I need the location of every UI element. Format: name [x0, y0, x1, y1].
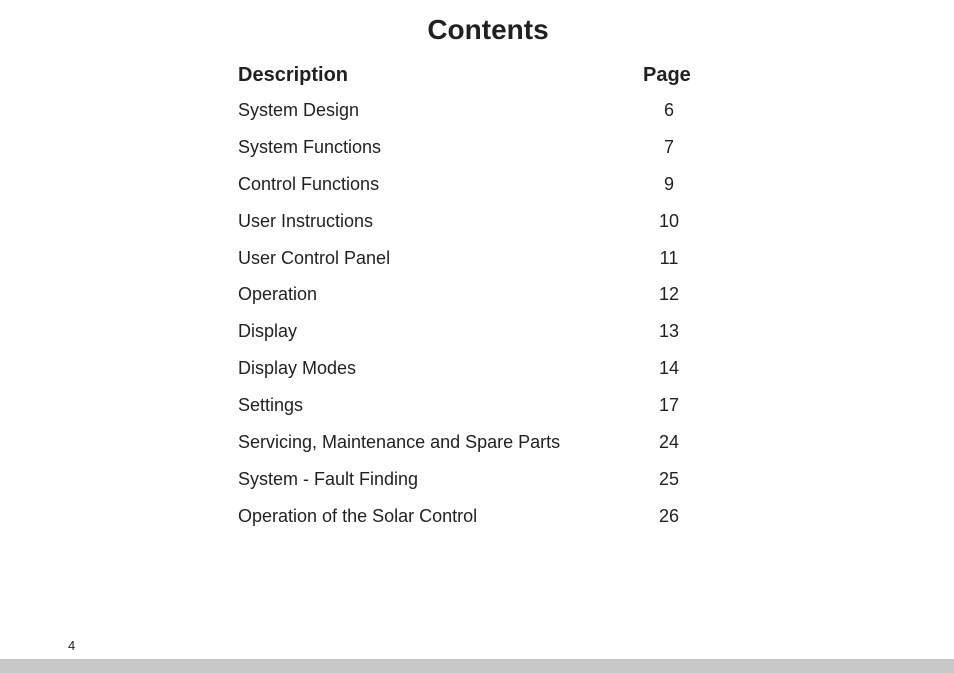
page-title: Contents: [427, 14, 549, 45]
toc-list: [238, 92, 758, 535]
toc-entry-page: 7: [663, 136, 674, 157]
toc-entry-description: System Functions: [238, 136, 382, 157]
toc-entry-description: Operation of the Solar Control: [238, 505, 478, 526]
toc-entry-page: 13: [658, 321, 680, 342]
toc-entry-page: 12: [658, 284, 680, 305]
toc-entry-description: Display: [238, 321, 298, 342]
toc-entry-page: 9: [663, 173, 674, 194]
toc-entry-description: Operation: [238, 284, 318, 305]
toc-entry-page: 24: [658, 432, 680, 453]
toc-entry: [238, 313, 758, 350]
toc-entry: [238, 276, 758, 313]
toc-entry-description: Servicing, Maintenance and Spare Parts: [238, 432, 561, 453]
toc-entry: [238, 387, 758, 424]
toc-entry-page: 17: [658, 395, 680, 416]
toc-entry-page: 6: [663, 100, 674, 120]
page-column-header: Page: [643, 64, 691, 86]
toc-entry-page: 26: [658, 505, 680, 526]
toc-entry-page: 25: [658, 468, 680, 489]
toc-entry: [238, 498, 758, 535]
toc-entry-page: 14: [658, 358, 680, 379]
table-of-contents: [238, 60, 758, 535]
toc-entry: [238, 92, 758, 129]
footer-bar: [0, 659, 954, 673]
toc-entry-description: System - Fault Finding: [238, 468, 419, 489]
toc-entry-page: 10: [658, 210, 680, 231]
toc-entry: [238, 240, 758, 277]
page-number: 4: [68, 638, 76, 653]
toc-entry-description: User Control Panel: [238, 247, 391, 268]
toc-header: [238, 60, 758, 92]
toc-entry-description: System Design: [238, 100, 360, 120]
toc-entry: [238, 461, 758, 498]
toc-entry-description: Control Functions: [238, 173, 380, 194]
toc-entry: [238, 424, 758, 461]
toc-entry: [238, 350, 758, 387]
description-column-header: Description: [238, 64, 349, 86]
toc-entry-description: Settings: [238, 395, 304, 416]
toc-entry: [238, 203, 758, 240]
toc-entry: [238, 166, 758, 203]
toc-entry-description: Display Modes: [238, 358, 357, 379]
toc-entry-description: User Instructions: [238, 210, 374, 231]
toc-entry-page: 11: [659, 247, 679, 268]
toc-entry: [238, 129, 758, 166]
